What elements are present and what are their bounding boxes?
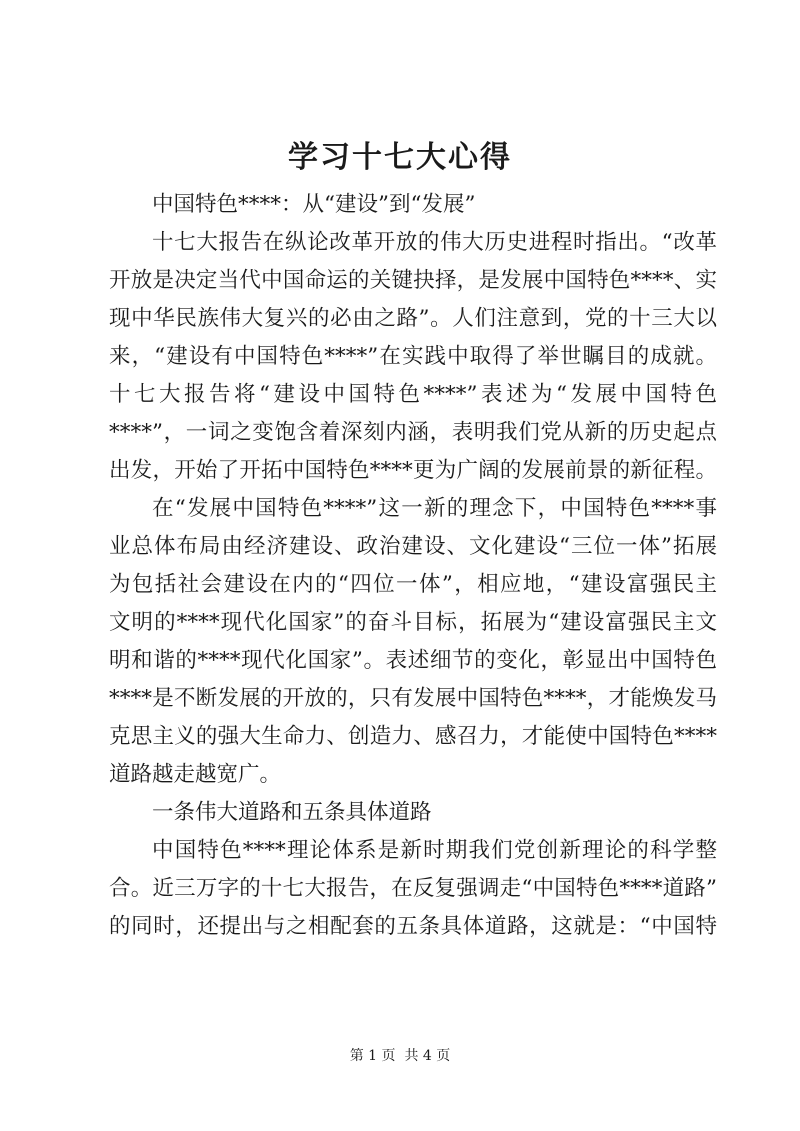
- paragraph-line: 为包括社会建设在内的“四位一体”，相应地，“建设富强民主: [109, 572, 717, 597]
- paragraph-line: 中国特色****理论体系是新时期我们党创新理论的科学整: [152, 838, 717, 863]
- section-heading: 一条伟大道路和五条具体道路: [152, 800, 432, 825]
- paragraph-line: 业总体布局由经济建设、政治建设、文化建设“三位一体”拓展: [109, 534, 717, 559]
- paragraph-line: 现中华民族伟大复兴的必由之路”。人们注意到，党的十三大以: [109, 306, 717, 331]
- section-heading: 中国特色****：从“建设”到“发展”: [152, 192, 476, 217]
- paragraph-line: 的同时，还提出与之相配套的五条具体道路，这就是：“中国特: [109, 914, 717, 939]
- paragraph-line: 来，“建设有中国特色****”在实践中取得了举世瞩目的成就。: [109, 344, 717, 369]
- document-body: [109, 186, 717, 946]
- paragraph-line: 十七大报告将“建设中国特色****”表述为“发展中国特色: [109, 382, 717, 407]
- paragraph-line: 道路越走越宽广。: [109, 762, 282, 787]
- page-number: 第 1 页 共 4 页: [349, 1048, 451, 1064]
- paragraph-line: 克思主义的强大生命力、创造力、感召力，才能使中国特色****: [109, 724, 717, 749]
- paragraph-line: 出发，开始了开拓中国特色****更为广阔的发展前景的新征程。: [109, 458, 717, 483]
- paragraph-line: 在“发展中国特色****”这一新的理念下，中国特色****事: [152, 496, 717, 521]
- paragraph-line: 开放是决定当代中国命运的关键抉择，是发展中国特色****、实: [109, 268, 717, 293]
- paragraph-line: ****是不断发展的开放的，只有发展中国特色****，才能焕发马: [109, 686, 717, 711]
- paragraph-line: ****”，一词之变饱含着深刻内涵，表明我们党从新的历史起点: [109, 420, 717, 445]
- paragraph-line: 明和谐的****现代化国家”。表述细节的变化，彰显出中国特色: [109, 648, 717, 673]
- paragraph-line: 文明的****现代化国家”的奋斗目标，拓展为“建设富强民主文: [109, 610, 717, 635]
- document-title: 学习十七大心得: [288, 140, 512, 175]
- paragraph-line: 合。近三万字的十七大报告，在反复强调走“中国特色****道路”: [109, 876, 717, 901]
- paragraph-line: 十七大报告在纵论改革开放的伟大历史进程时指出。“改革: [152, 230, 717, 255]
